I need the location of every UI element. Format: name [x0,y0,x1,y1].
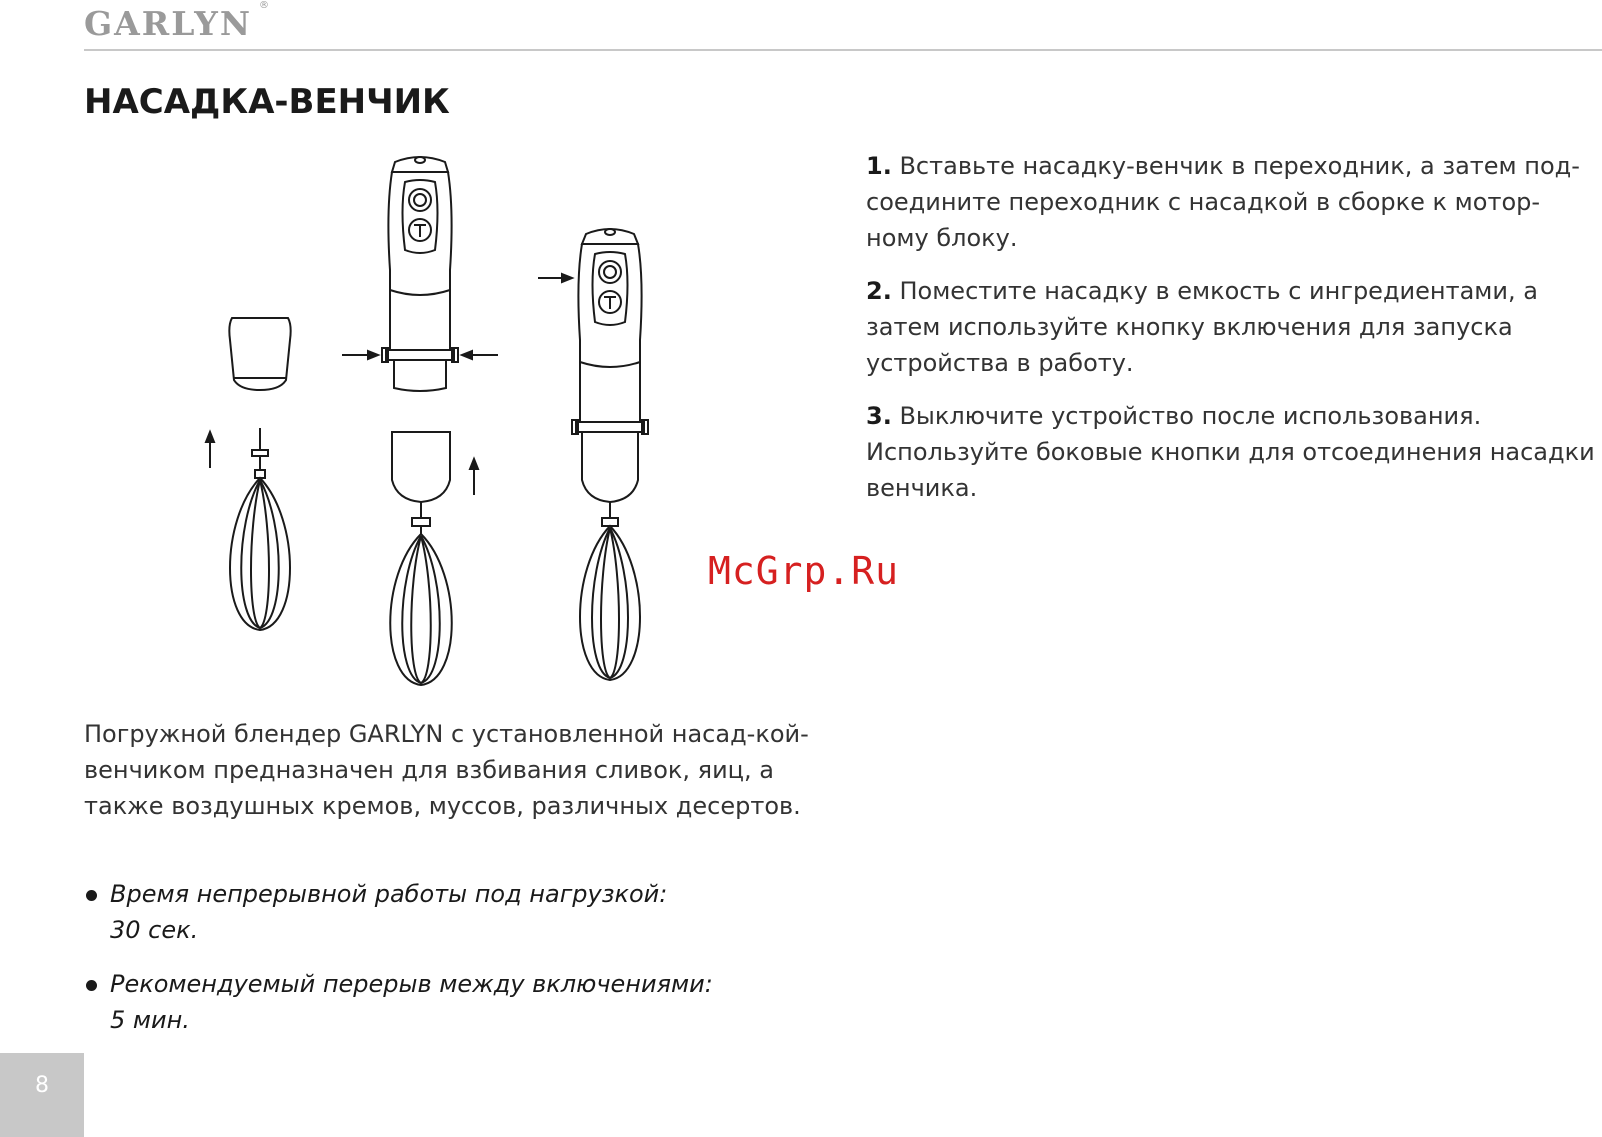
step-number: 1. [866,152,892,180]
spec-value: 30 сек. [110,916,199,944]
registered-mark: ® [259,0,269,11]
page-number: 8 [35,1073,49,1098]
arrow-icon [206,432,214,468]
step-number: 2. [866,277,892,305]
page-title: НАСАДКА-ВЕНЧИК [84,82,450,122]
arrow-icon [470,459,478,495]
arrow-icon [342,351,498,359]
arrow-icon [538,274,572,282]
spec-label: Рекомендуемый перерыв между включениями: [110,970,713,998]
adapter [392,432,450,526]
step-text: Выключите устройство после использования. Используйте боковые кнопки для отсоединения насадки венчика. [866,402,1595,502]
adapter-cup [229,318,290,390]
assembled-blender [572,229,648,680]
step-3 [866,398,1596,506]
whisk-middle [390,526,452,685]
spec-item [84,876,844,948]
whisk-assembly-illustration [200,150,680,690]
instruction-steps [866,148,1596,523]
whisk-left [230,428,290,630]
spec-list [84,876,844,1056]
step-1 [866,148,1596,256]
step-number: 3. [866,402,892,430]
spec-item [84,966,844,1038]
watermark: McGrp.Ru [708,549,900,593]
spec-value: 5 мин. [110,1006,190,1034]
product-description: Погружной блендер GARLYN с установленной насад-кой-венчиком предназначен для взбивания сливок, яиц, а также воздушных кремов, муссов, различных десертов. [84,720,809,820]
header-divider [84,49,1602,51]
step-text: Поместите насадку в емкость с ингредиентами, а затем используйте кнопку включения для запуска устройства в работу. [866,277,1538,377]
motor-block [382,157,458,391]
brand-name: GARLYN [84,4,253,43]
spec-label: Время непрерывной работы под нагрузкой: [110,880,668,908]
step-2 [866,273,1596,381]
step-text: Вставьте насадку-венчик в переходник, а затем под-соедините переходник с насадкой в сборке к мотор-ному блоку. [866,152,1580,252]
